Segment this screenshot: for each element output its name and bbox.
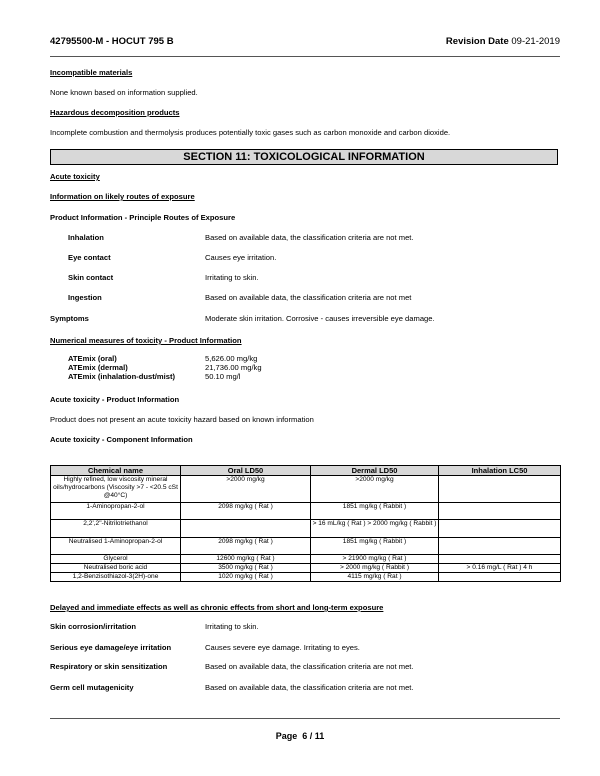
header-divider — [50, 56, 560, 57]
acute-toxicity-product-text: Product does not present an acute toxicity hazard based on known information — [50, 415, 314, 424]
table-cell — [439, 476, 561, 503]
footer-divider — [50, 718, 560, 719]
atemix-label-dermal: ATEmix (dermal) — [68, 363, 128, 372]
table-cell: Neutralised boric acid — [51, 564, 181, 573]
table-cell: 2098 mg/kg ( Rat ) — [181, 503, 311, 520]
column-header-dermal-ld50: Dermal LD50 — [311, 466, 439, 476]
effect-value-germ-cell: Based on available data, the classification criteria are not met. — [205, 683, 414, 692]
table-row — [51, 503, 561, 520]
table-cell — [439, 538, 561, 555]
table-cell — [439, 520, 561, 538]
atemix-value-dermal: 21,736.00 mg/kg — [205, 363, 262, 372]
route-value-ingestion: Based on available data, the classification criteria are not met — [205, 293, 412, 302]
table-cell: 2,2',2"-Nitrilotriethanol — [51, 520, 181, 538]
table-row — [51, 520, 561, 538]
route-value-eye-contact: Causes eye irritation. — [205, 253, 277, 262]
table-cell: 3500 mg/kg ( Rat ) — [181, 564, 311, 573]
table-cell: 1020 mg/kg ( Rat ) — [181, 573, 311, 582]
revision-label: Revision Date — [445, 36, 509, 47]
atemix-label-oral: ATEmix (oral) — [68, 354, 117, 363]
numerical-measures-title: Numerical measures of toxicity - Product Information — [50, 336, 242, 345]
hazardous-decomposition-title: Hazardous decomposition products — [50, 108, 180, 117]
table-cell: Glycerol — [51, 555, 181, 564]
table-cell: > 21900 mg/kg ( Rat ) — [311, 555, 439, 564]
revision-date-value: 09-21-2019 — [511, 36, 560, 47]
table-cell: 1851 mg/kg ( Rabbit ) — [311, 538, 439, 555]
route-label-eye-contact: Eye contact — [68, 253, 111, 262]
table-cell: >2000 mg/kg — [181, 476, 311, 503]
table-cell: 12600 mg/kg ( Rat ) — [181, 555, 311, 564]
route-label-inhalation: Inhalation — [68, 233, 104, 242]
column-header-oral-ld50: Oral LD50 — [181, 466, 311, 476]
table-cell — [181, 520, 311, 538]
effect-label-eye-damage: Serious eye damage/eye irritation — [50, 643, 172, 652]
table-cell: 4115 mg/kg ( Rat ) — [311, 573, 439, 582]
column-header-chemical-name: Chemical name — [51, 466, 181, 476]
table-row — [51, 538, 561, 555]
acute-toxicity-title: Acute toxicity — [50, 172, 100, 181]
table-cell: > 16 mL/kg ( Rat ) > 2000 mg/kg ( Rabbit ) — [311, 520, 439, 538]
column-header-inhalation-lc50: Inhalation LC50 — [439, 466, 561, 476]
table-row — [51, 555, 561, 564]
table-cell: >2000 mg/kg — [311, 476, 439, 503]
delayed-effects-title: Delayed and immediate effects as well as chronic effects from short and long-term exposure — [50, 603, 384, 612]
routes-of-exposure-title: Information on likely routes of exposure — [50, 192, 195, 201]
page-value: 6 / 11 — [302, 731, 325, 741]
route-value-skin-contact: Irritating to skin. — [205, 273, 259, 282]
table-row — [51, 476, 561, 503]
table-cell: 1-Aminopropan-2-ol — [51, 503, 181, 520]
effect-value-sensitization: Based on available data, the classification criteria are not met. — [205, 662, 414, 671]
table-cell: > 0.16 mg/L ( Rat ) 4 h — [439, 564, 561, 573]
route-value-inhalation: Based on available data, the classification criteria are not met. — [205, 233, 414, 242]
table-header-row — [51, 466, 561, 476]
effect-value-eye-damage: Causes severe eye damage. Irritating to eyes. — [205, 643, 360, 652]
acute-toxicity-product-title: Acute toxicity - Product Information — [50, 395, 180, 404]
hazardous-decomposition-text: Incomplete combustion and thermolysis produces potentially toxic gases such as carbon monoxide and carbon dioxide. — [50, 128, 451, 137]
page-number — [0, 731, 600, 741]
table-cell — [439, 555, 561, 564]
table-cell: Highly refined, low viscosity mineral oils/hydrocarbons (Viscosity >7 - <20.5 cSt @40°C) — [51, 476, 181, 503]
table-cell — [439, 503, 561, 520]
table-cell: Neutralised 1-Aminopropan-2-ol — [51, 538, 181, 555]
revision-date — [446, 36, 560, 47]
symptoms-value: Moderate skin irritation. Corrosive - causes irreversible eye damage. — [205, 314, 435, 323]
section-11-header: SECTION 11: TOXICOLOGICAL INFORMATION — [50, 149, 558, 165]
table-cell: 1851 mg/kg ( Rabbit ) — [311, 503, 439, 520]
page-label: Page — [275, 731, 298, 741]
route-label-ingestion: Ingestion — [68, 293, 102, 302]
table-cell: 1,2-Benzisothiazol-3(2H)-one — [51, 573, 181, 582]
effect-label-sensitization: Respiratory or skin sensitization — [50, 662, 168, 671]
effect-label-skin-corrosion: Skin corrosion/irritation — [50, 622, 137, 631]
symptoms-label: Symptoms — [50, 314, 89, 323]
effect-value-skin-corrosion: Irritating to skin. — [205, 622, 259, 631]
effect-label-germ-cell: Germ cell mutagenicity — [50, 683, 134, 692]
table-cell: 2098 mg/kg ( Rat ) — [181, 538, 311, 555]
component-toxicity-table — [50, 465, 561, 582]
incompatible-materials-title: Incompatible materials — [50, 68, 133, 77]
document-product-id: 42795500-M - HOCUT 795 B — [50, 36, 174, 47]
table-cell — [439, 573, 561, 582]
atemix-label-inhalation: ATEmix (inhalation-dust/mist) — [68, 372, 176, 381]
table-row — [51, 573, 561, 582]
product-information-title: Product Information - Principle Routes of Exposure — [50, 213, 236, 222]
table-cell: > 2000 mg/kg ( Rabbit ) — [311, 564, 439, 573]
atemix-value-oral: 5,626.00 mg/kg — [205, 354, 258, 363]
acute-toxicity-component-title: Acute toxicity - Component Information — [50, 435, 193, 444]
table-row — [51, 564, 561, 573]
atemix-value-inhalation: 50.10 mg/l — [205, 372, 241, 381]
incompatible-materials-text: None known based on information supplied. — [50, 88, 198, 97]
route-label-skin-contact: Skin contact — [68, 273, 114, 282]
